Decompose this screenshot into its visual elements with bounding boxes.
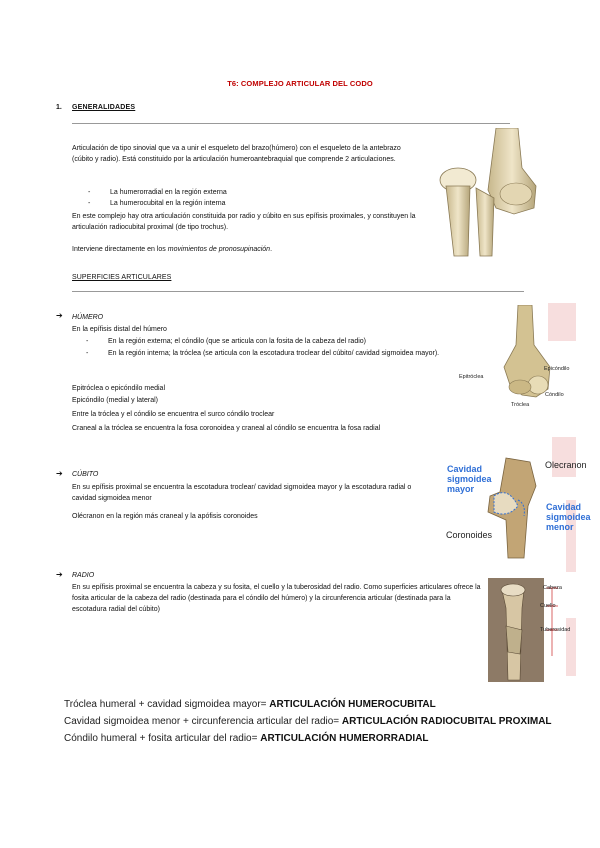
- bullet-humerocubital: - La humerocubital en la región interna: [88, 200, 226, 207]
- radio-text: En su epífisis proximal se encuentra la cabeza y su fosita, el cuello y la tuberosidad del radio. Como superficies articulares ofrece la fosita articular de la cabeza del radio (destinada para el cóndilo del húmero) y la circunferencia articular (destinada para la escotadura radial del cúbito): [72, 584, 481, 614]
- humero-bullet-condilo: - En la región externa; el cóndilo (que se articula con la fosita de la cabeza del radio): [86, 338, 366, 345]
- decorative-red-block: [552, 437, 576, 477]
- divider: [72, 291, 524, 292]
- radio-label: RADIO: [72, 572, 95, 579]
- label-epitroclea: Epitróclea: [459, 374, 484, 380]
- label-cabeza: Cabeza: [543, 585, 562, 591]
- summary-line-humerorradial: Cóndilo humeral + fosita articular del radio= ARTICULACIÓN HUMERORRADIAL: [64, 733, 429, 744]
- summary-line-radiocubital: Cavidad sigmoidea menor + circunferencia articular del radio= ARTICULACIÓN RADIOCUBITAL PROXIMAL: [64, 716, 552, 727]
- summary-line-humerocubital: Tróclea humeral + cavidad sigmoidea mayor= ARTICULACIÓN HUMEROCUBITAL: [64, 699, 436, 710]
- generalidades-paragraph-3: Interviene directamente en los movimientos de pronosupinación.: [72, 246, 273, 253]
- humerus-distal-illustration: [498, 305, 558, 405]
- arrow-icon: ➔: [56, 469, 63, 478]
- cubito-line-1: En su epífisis proximal se encuentra la escotadura troclear/ cavidad sigmoidea mayor y la escotadura radial o cavidad sigmoidea menor: [72, 484, 412, 503]
- humero-intro: En la epífisis distal del húmero: [72, 326, 167, 333]
- divider: [72, 123, 510, 124]
- label-epicondilo: Epicóndilo: [544, 366, 570, 372]
- label-cuello: Cuello: [540, 603, 556, 609]
- label-cavidad-sigmoidea-menor: Cavidad sigmoidea menor: [546, 502, 591, 532]
- section-heading-generalidades: GENERALIDADES: [72, 104, 136, 111]
- label-condilo: Cóndilo: [545, 392, 564, 398]
- label-tuberosidad: Tuberosidad: [540, 627, 571, 633]
- elbow-joint-illustration: [436, 128, 546, 258]
- arrow-icon: ➔: [56, 311, 63, 320]
- cubito-label: CÚBITO: [72, 471, 99, 478]
- section-heading-superficies: SUPERFICIES ARTICULARES: [72, 274, 172, 281]
- cubito-line-2: Olécranon en la región más craneal y la apófisis coronoides: [72, 513, 258, 520]
- generalidades-paragraph-2: En este complejo hay otra articulación constituida por radio y cúbito en sus epífisis proximales, y constituyen la articulación radiocubital proximal (de tipo trochus).: [72, 213, 416, 232]
- humero-label: HÚMERO: [72, 314, 104, 321]
- humero-line-epitroclea: Epitróclea o epicóndilo medial: [72, 385, 165, 392]
- humero-line-fosa: Craneal a la tróclea se encuentra la fosa coronoidea y craneal al cóndilo se encuentra la fosa radial: [72, 425, 381, 432]
- arrow-icon: ➔: [56, 570, 63, 579]
- label-cavidad-sigmoidea-mayor: Cavidad sigmoidea mayor: [447, 464, 492, 494]
- label-coronoides: Coronoides: [446, 530, 493, 540]
- humero-line-surco: Entre la tróclea y el cóndilo se encuentra el surco cóndilo troclear: [72, 411, 275, 418]
- label-troclea: Tróclea: [511, 402, 530, 408]
- humero-line-epicondilo: Epicóndilo (medial y lateral): [72, 397, 158, 404]
- section-number: 1.: [56, 104, 62, 111]
- humero-bullet-troclea: - En la región interna; la tróclea (se articula con la escotadura troclear del cúbito/ cavidad sigmoidea mayor).: [86, 350, 440, 357]
- bullet-humerorradial: - La humerorradial en la región externa: [88, 189, 227, 196]
- generalidades-paragraph-1: Articulación de tipo sinovial que va a unir el esqueleto del brazo(húmero) con el esqueleto de la antebrazo (cúbito y radio). Está constituido por la articulación humeroantebraquial que comprende 2 articulaciones.: [72, 145, 401, 164]
- label-olecranon: Olecranon: [545, 460, 587, 470]
- page-title: T6: COMPLEJO ARTICULAR DEL CODO: [227, 79, 373, 88]
